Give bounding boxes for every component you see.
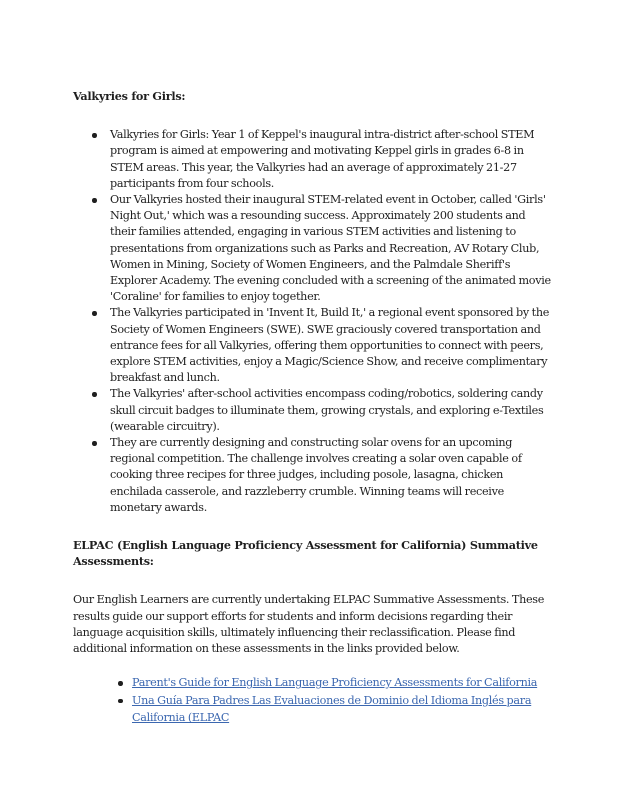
list-item [73, 674, 553, 692]
list-item: They are currently designing and constructing solar ovens for an upcoming regional competition. The challenge involves creating a solar oven capable of cooking three recipes for three judges, including posole, lasagna, chicken enchilada casserole, and razzleberry crumble. Winning teams will receive monetary awards. [73, 435, 553, 516]
guia-para-padres-link[interactable]: Una Guía Para Padres Las Evaluaciones de Dominio del Idioma Inglés para California (ELPAC [132, 693, 532, 725]
list-item: Our Valkyries hosted their inaugural STEM-related event in October, called 'Girls' Night Out,' which was a resounding success. Approximately 200 students and their families attended, engaging in various STEM activities and listening to presentations from organizations such as Parks and Recreation, AV Rotary Club, Women in Mining, Society of Women Engineers, and the Palmdale Sheriff's Explorer Academy. The evening concluded with a screening of the animated movie 'Coraline' for families to enjoy together. [73, 192, 553, 305]
section-heading-valkyries: Valkyries for Girls: [73, 89, 186, 103]
valkyries-bullet-list [73, 127, 553, 516]
document-page [73, 88, 553, 727]
parents-guide-link[interactable]: Parent's Guide for English Language Proficiency Assessments for California [132, 676, 538, 690]
elpac-paragraph: Our English Learners are currently undertaking ELPAC Summative Assessments. These results guide our support efforts for students and inform decisions regarding their language acquisition skills, ultimately influencing their reclassification. Please find additional information on these assessments in the links provided below. [73, 593, 545, 656]
list-item: The Valkyries' after-school activities encompass coding/robotics, soldering candy skull circuit badges to illuminate them, growing crystals, and exploring e-Textiles (wearable circuitry). [73, 386, 553, 435]
list-item: Valkyries for Girls: Year 1 of Keppel's inaugural intra-district after-school STEM program is aimed at empowering and motivating Keppel girls in grades 6-8 in STEM areas. This year, the Valkyries had an average of approximately 21-27 participants from four schools. [73, 127, 553, 192]
elpac-links-list [73, 674, 553, 727]
list-item [73, 692, 553, 727]
list-item: The Valkyries participated in 'Invent It, Build It,' a regional event sponsored by the Society of Women Engineers (SWE). SWE graciously covered transportation and entrance fees for all Valkyries, offering them opportunities to connect with peers, explore STEM activities, enjoy a Magic/Science Show, and receive complimentary breakfast and lunch. [73, 305, 553, 386]
section-heading-elpac: ELPAC (English Language Proficiency Assessment for California) Summative Assessments: [73, 538, 538, 569]
